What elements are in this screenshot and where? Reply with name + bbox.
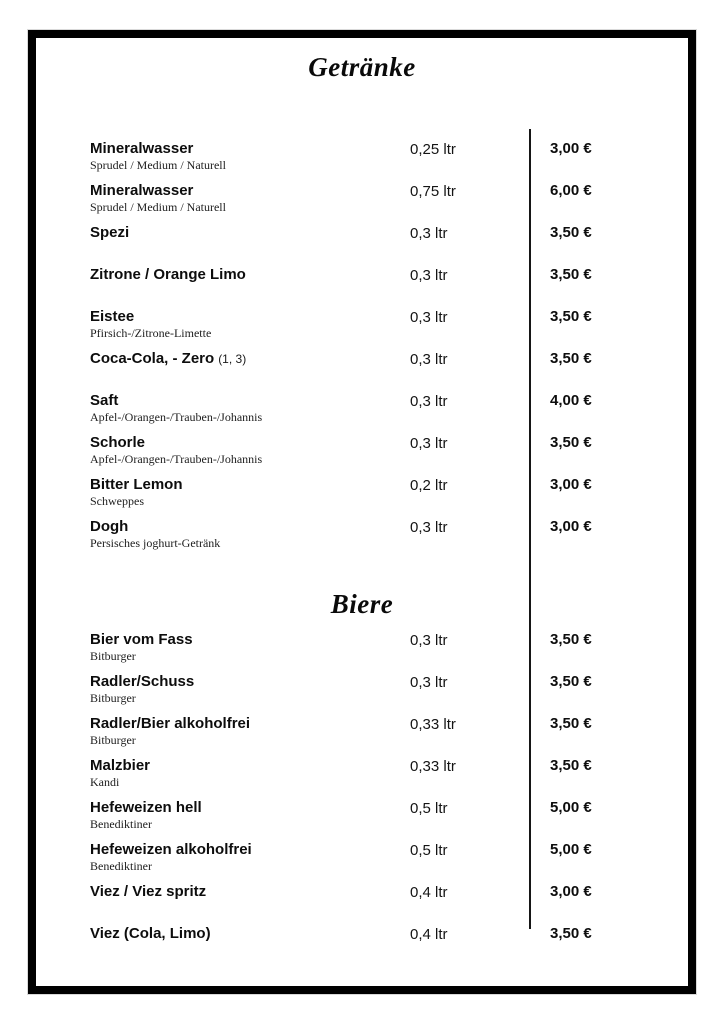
- menu-item-name: Spezi: [90, 224, 130, 241]
- menu-item-price: 3,00 €: [550, 883, 592, 900]
- menu-item-quantity: 0,3 ltr: [410, 632, 448, 649]
- menu-item-name: Hefeweizen hell: [90, 799, 202, 816]
- menu-item-row: [36, 673, 688, 715]
- menu-item-name: Saft: [90, 392, 119, 409]
- menu-item-quantity: 0,5 ltr: [410, 800, 448, 817]
- menu-item-price: 3,50 €: [550, 715, 592, 732]
- menu-item-name: Radler/Bier alkoholfrei: [90, 715, 251, 732]
- menu-item-name: Bitter Lemon: [90, 476, 183, 493]
- menu-item-price: 5,00 €: [550, 841, 592, 858]
- menu-item-description: Bitburger: [90, 649, 136, 663]
- menu-item-row: [36, 308, 688, 350]
- menu-item-quantity: 0,3 ltr: [410, 393, 448, 410]
- menu-item-price: 3,50 €: [550, 434, 592, 451]
- menu-item-description: Persisches joghurt-Getränk: [90, 536, 221, 550]
- menu-item-price: 3,00 €: [550, 140, 592, 157]
- menu-item-name: Eistee: [90, 308, 135, 325]
- getraenke-item-list: [36, 140, 688, 560]
- menu-item-quantity: 0,25 ltr: [410, 141, 456, 158]
- menu-item-row: [36, 925, 688, 967]
- menu-item-description: Kandi: [90, 775, 120, 789]
- menu-item-name: Radler/Schuss: [90, 673, 195, 690]
- menu-border-frame: [28, 30, 696, 994]
- menu-item-row: [36, 476, 688, 518]
- menu-item-description: Bitburger: [90, 733, 136, 747]
- menu-item-price: 3,50 €: [550, 350, 592, 367]
- menu-item-row: [36, 266, 688, 308]
- menu-item-price: 6,00 €: [550, 182, 592, 199]
- menu-item-quantity: 0,33 ltr: [410, 716, 456, 733]
- menu-item-row: [36, 883, 688, 925]
- menu-item-description: Sprudel / Medium / Naturell: [90, 200, 226, 214]
- menu-item-row: [36, 518, 688, 560]
- menu-item-row: [36, 140, 688, 182]
- menu-item-price: 3,50 €: [550, 631, 592, 648]
- biere-item-list: [36, 631, 688, 967]
- menu-item-description: Schweppes: [90, 494, 144, 508]
- menu-item-name: Dogh: [90, 518, 129, 535]
- menu-item-quantity: 0,3 ltr: [410, 225, 448, 242]
- menu-item-description: Apfel-/Orangen-/Trauben-/Johannis: [90, 452, 263, 466]
- menu-item-description: Bitburger: [90, 691, 136, 705]
- menu-item-price: 3,50 €: [550, 925, 592, 942]
- menu-item-price: 3,00 €: [550, 518, 592, 535]
- menu-item-name: Mineralwasser: [90, 182, 194, 199]
- menu-item-row: [36, 841, 688, 883]
- menu-body: [36, 140, 688, 967]
- menu-item-name: Viez (Cola, Limo): [90, 925, 211, 942]
- menu-item-description: Apfel-/Orangen-/Trauben-/Johannis: [90, 410, 263, 424]
- menu-item-row: [36, 350, 688, 392]
- menu-item-row: [36, 631, 688, 673]
- menu-item-price: 4,00 €: [550, 392, 592, 409]
- menu-item-row: [36, 434, 688, 476]
- menu-item-description: Pfirsich-/Zitrone-Limette: [90, 326, 212, 340]
- menu-item-price: 3,50 €: [550, 673, 592, 690]
- menu-item-quantity: 0,3 ltr: [410, 674, 448, 691]
- menu-item-description: Benediktiner: [90, 859, 152, 873]
- menu-item-quantity: 0,2 ltr: [410, 477, 448, 494]
- menu-item-name: Bier vom Fass: [90, 631, 193, 648]
- menu-item-name: Viez / Viez spritz: [90, 883, 207, 900]
- menu-item-description: Sprudel / Medium / Naturell: [90, 158, 226, 172]
- menu-item-description: Benediktiner: [90, 817, 152, 831]
- menu-item-price: 5,00 €: [550, 799, 592, 816]
- menu-item-quantity: 0,4 ltr: [410, 884, 448, 901]
- menu-item-name: Malzbier: [90, 757, 151, 774]
- menu-item-name: Mineralwasser: [90, 140, 194, 157]
- menu-item-quantity: 0,3 ltr: [410, 435, 448, 452]
- menu-item-row: [36, 182, 688, 224]
- menu-item-quantity: 0,3 ltr: [410, 351, 448, 368]
- menu-item-row: [36, 392, 688, 434]
- menu-item-quantity: 0,3 ltr: [410, 309, 448, 326]
- menu-item-row: [36, 224, 688, 266]
- menu-item-name: Schorle: [90, 434, 146, 451]
- menu-item-price: 3,50 €: [550, 224, 592, 241]
- menu-item-price: 3,50 €: [550, 308, 592, 325]
- menu-item-name: Coca-Cola, - Zero (1, 3): [90, 350, 247, 367]
- menu-item-note: (1, 3): [218, 352, 247, 366]
- menu-item-quantity: 0,3 ltr: [410, 519, 448, 536]
- section-title-getraenke: Getränke: [308, 52, 416, 82]
- menu-item-name: Zitrone / Orange Limo: [90, 266, 246, 283]
- menu-item-price: 3,00 €: [550, 476, 592, 493]
- menu-item-quantity: 0,4 ltr: [410, 926, 448, 943]
- menu-item-quantity: 0,33 ltr: [410, 758, 456, 775]
- menu-item-row: [36, 799, 688, 841]
- menu-item-quantity: 0,5 ltr: [410, 842, 448, 859]
- menu-item-price: 3,50 €: [550, 757, 592, 774]
- menu-item-quantity: 0,75 ltr: [410, 183, 456, 200]
- menu-item-row: [36, 757, 688, 799]
- section-title-biere: Biere: [330, 589, 394, 619]
- menu-item-quantity: 0,3 ltr: [410, 267, 448, 284]
- menu-item-price: 3,50 €: [550, 266, 592, 283]
- menu-item-name: Hefeweizen alkoholfrei: [90, 841, 252, 858]
- menu-item-row: [36, 715, 688, 757]
